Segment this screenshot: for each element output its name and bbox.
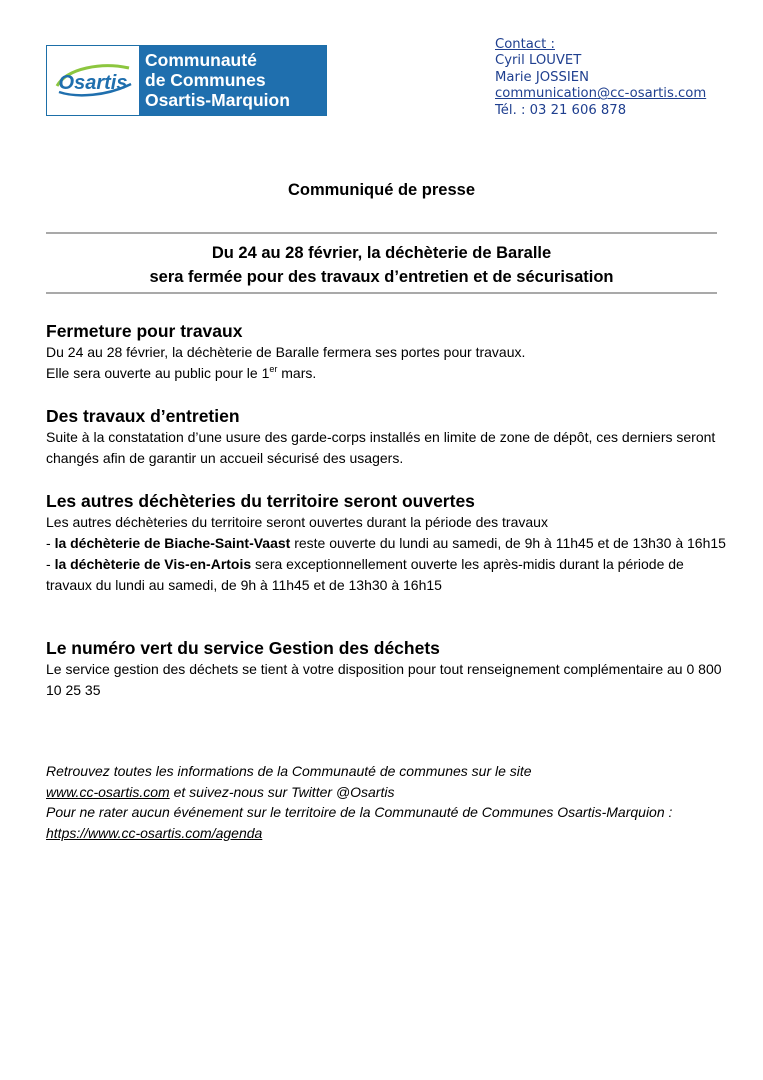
contact-name-2: Marie JOSSIEN: [495, 69, 589, 85]
headline-line-1: Du 24 au 28 février, la déchèterie de Baralle: [211, 244, 552, 262]
contact-email-link[interactable]: communication@cc-osartis.com: [495, 86, 707, 102]
website-link[interactable]: www.cc-osartis.com: [46, 783, 170, 800]
section-paragraph: Suite à la constatation d’une usure des garde-corps installés en limite de zone de dépôt, ces derniers seront changés afin de garantir un accueil sécurisé des usagers.: [46, 429, 716, 466]
osartis-logo-mark: [47, 46, 139, 115]
document-kicker: Communiqué de presse: [287, 181, 476, 199]
section-paragraph-reopening: [46, 363, 726, 384]
logo-line-2: de Communes: [145, 70, 266, 90]
contact-name-1: Cyril LOUVET: [495, 53, 582, 69]
footer-agenda-text: Pour ne rater aucun événement sur le territoire de la Communauté de Communes Osartis-Marquion :: [46, 804, 673, 820]
section-paragraph: Les autres déchèteries du territoire seront ouvertes durant la période des travaux: [46, 514, 548, 530]
logo-line-1: Communauté: [145, 50, 257, 70]
section-title: Fermeture pour travaux: [46, 321, 243, 341]
logo-line-3: Osartis-Marquion: [145, 90, 290, 110]
section-paragraph: Le service gestion des déchets se tient à votre disposition pour tout renseignement complémentaire au 0 800 10 25 35: [46, 661, 722, 698]
headline-top-rule: [46, 232, 717, 234]
section-closure: [46, 320, 726, 384]
list-item: [46, 533, 726, 554]
footer-line-1: Retrouvez toutes les informations de la Communauté de communes sur le site: [46, 763, 532, 779]
reopening-text-end: mars.: [277, 365, 317, 381]
press-release-headline: [46, 241, 717, 289]
footer-line-3: [46, 802, 726, 843]
list-bullet: -: [46, 535, 55, 551]
centre-hours: sera exceptionnellement ouverte les après-midis durant la période de travaux du lundi au samedi, de 9h à 11h45 et de 13h30 à 16h15: [46, 556, 684, 593]
logo-wordmark: [139, 46, 326, 115]
logo-mark-text: Osartis: [58, 72, 128, 94]
section-maintenance: [46, 405, 726, 469]
section-title: Des travaux d’entretien: [46, 406, 240, 426]
section-green-number: [46, 637, 726, 701]
headline-bottom-rule: [46, 292, 717, 294]
ordinal-superscript: er: [269, 364, 278, 374]
organization-logo: [46, 45, 327, 116]
centre-hours: reste ouverte du lundi au samedi, de 9h à 11h45 et de 13h30 à 16h15: [290, 535, 726, 551]
section-title: Le numéro vert du service Gestion des déchets: [46, 638, 440, 658]
headline-line-2: sera fermée pour des travaux d’entretien et de sécurisation: [149, 268, 614, 286]
section-other-centres: [46, 490, 726, 596]
agenda-link[interactable]: https://www.cc-osartis.com/agenda: [46, 824, 263, 841]
footer-twitter-text: et suivez-nous sur Twitter @Osartis: [169, 783, 395, 800]
centre-name: la déchèterie de Vis-en-Artois: [54, 556, 252, 572]
footer-line-2: [46, 782, 726, 803]
contact-label: Contact :: [495, 37, 555, 52]
centre-name: la déchèterie de Biache-Saint-Vaast: [54, 535, 291, 551]
list-bullet: -: [46, 556, 55, 572]
footer-note: [46, 761, 726, 843]
reopening-text: Elle sera ouverte au public pour le 1: [46, 365, 270, 381]
section-title: Les autres déchèteries du territoire seront ouvertes: [46, 491, 475, 511]
contact-phone: Tél. : 03 21 606 878: [495, 102, 627, 118]
section-paragraph: Du 24 au 28 février, la déchèterie de Baralle fermera ses portes pour travaux.: [46, 344, 526, 360]
osartis-swoosh-icon: [47, 46, 139, 115]
contact-block: [495, 37, 706, 119]
list-item: [46, 554, 726, 596]
